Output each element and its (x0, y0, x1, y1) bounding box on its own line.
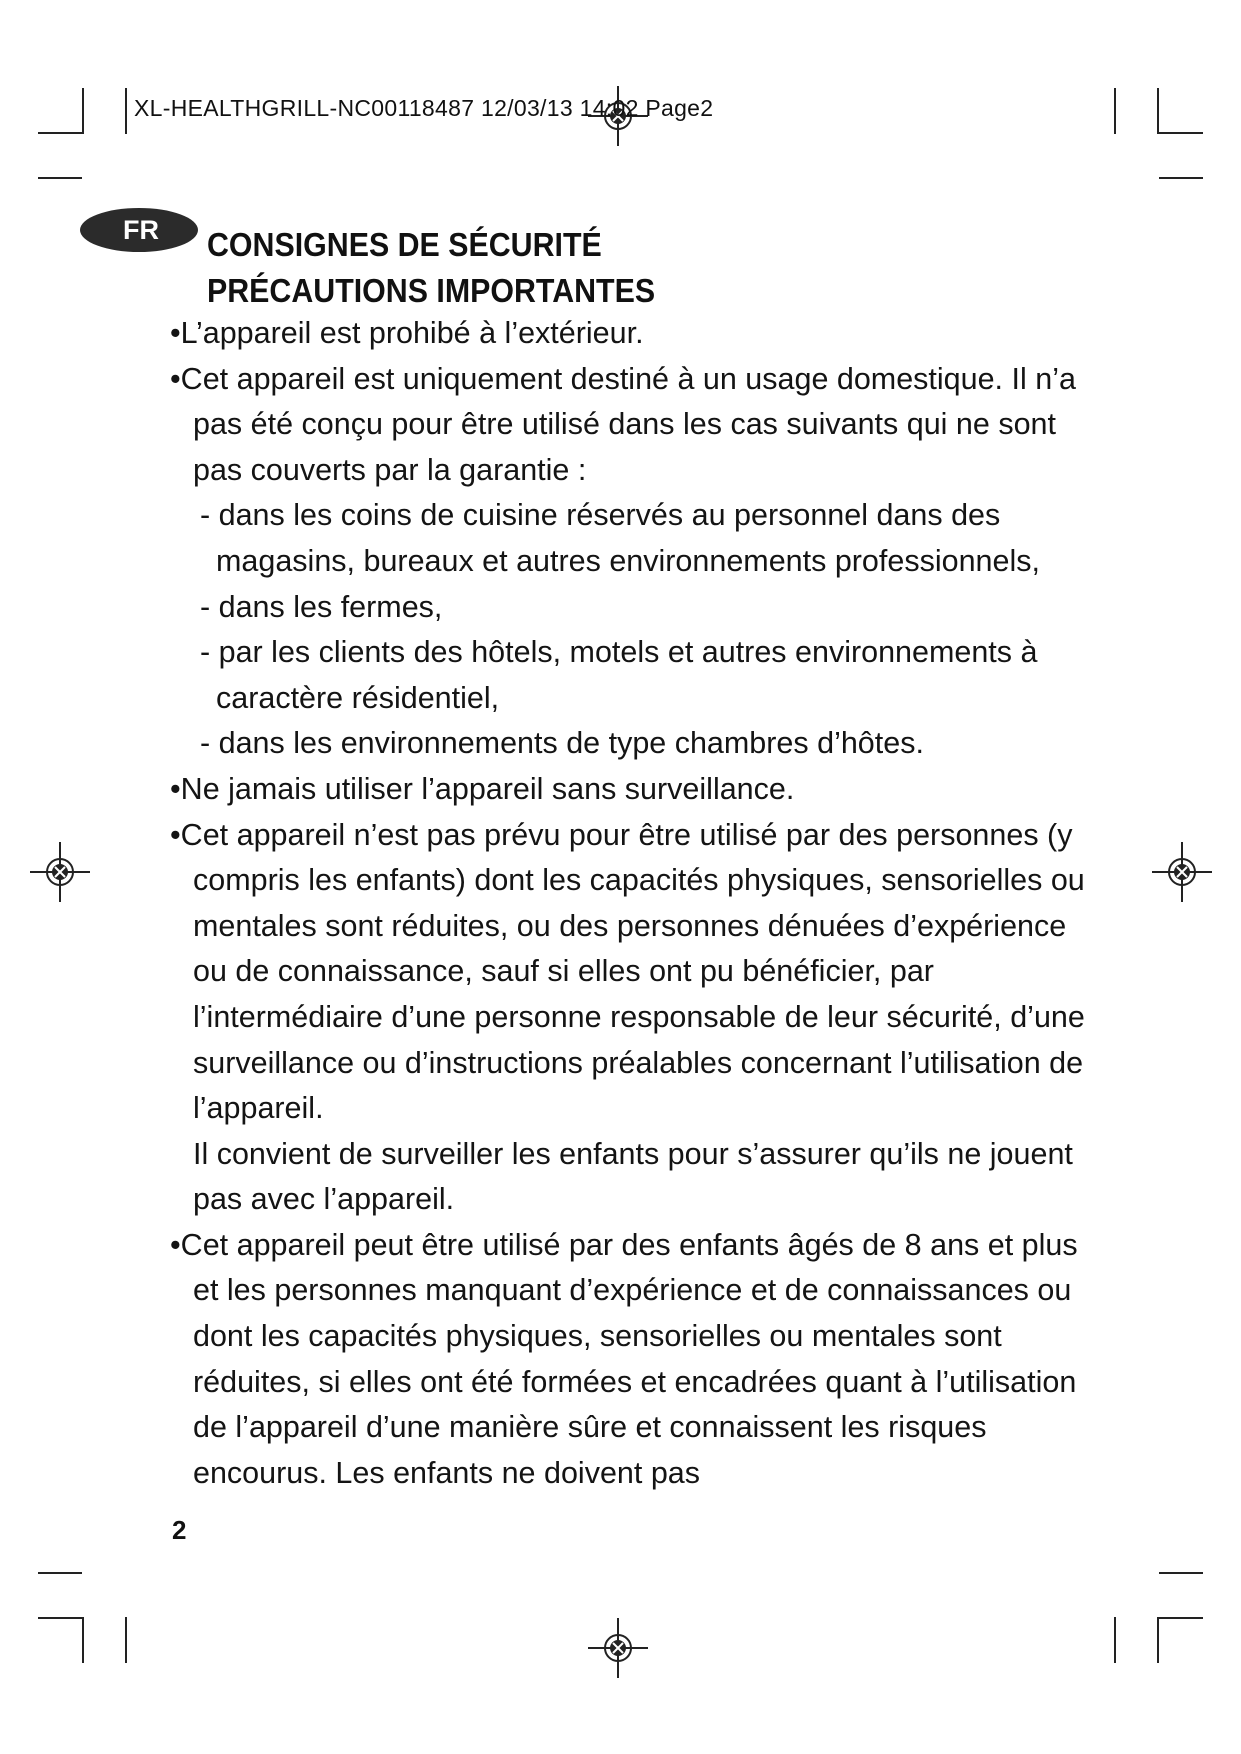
crop-mark (1159, 177, 1203, 179)
print-slug-line: XL-HEALTHGRILL-NC00118487 12/03/13 14:02 Page2 (134, 95, 714, 121)
crop-mark (38, 1617, 84, 1619)
registration-mark-icon (586, 1616, 650, 1680)
registration-mark-icon (28, 840, 92, 904)
crop-mark (1157, 88, 1159, 134)
page-title (207, 222, 655, 314)
page-number: 2 (172, 1515, 187, 1545)
crop-mark (1157, 1617, 1203, 1619)
crop-mark (38, 132, 84, 134)
crop-mark (82, 88, 84, 134)
crop-mark (38, 1572, 82, 1574)
bullet-item: •Cet appareil n’est pas prévu pour être utilisé par des personnes (y compris les enfants) dont les capacités physiques, sensorielles ou mentales sont réduites, ou des personnes dénuées d’expérience ou de connaissance, sauf si elles ont pu bénéficier, par l’intermédiaire d’une personne responsable de leur sécurité, d’une surveillance ou d’instructions préalables concernant l’utilisation de l’appareil. (170, 817, 1085, 1126)
crop-mark (125, 1617, 127, 1663)
bullet-item: •L’appareil est prohibé à l’extérieur. (170, 316, 644, 350)
bullet-item: •Cet appareil est uniquement destiné à un usage domestique. Il n’a pas été conçu pour être utilisé dans les cas suivants qui ne sont pas couverts par la garantie : (170, 361, 1076, 487)
bullet-item: •Cet appareil peut être utilisé par des enfants âgés de 8 ans et plus et les personnes manquant d’expérience et de connaissances ou dont les capacités physiques, sensorielles ou mentales sont réduites, si elles ont été formées et encadrées quant à l’utilisation de l’appareil d’une manière sûre et connaissent les risques encourus. Les enfants ne doivent pas (170, 1227, 1078, 1490)
crop-mark (82, 1617, 84, 1663)
crop-mark (1157, 132, 1203, 134)
crop-mark (1114, 88, 1116, 134)
crop-mark (1114, 1617, 1116, 1663)
safety-instructions (170, 311, 1100, 1496)
crop-mark (38, 177, 82, 179)
sub-item: - dans les environnements de type chambres d’hôtes. (200, 726, 924, 761)
paragraph: Il convient de surveiller les enfants pour s’assurer qu’ils ne jouent pas avec l’appareil. (193, 1136, 1073, 1217)
language-badge: FR (80, 208, 198, 252)
sub-item: - dans les fermes, (200, 589, 443, 624)
sub-item: - dans les coins de cuisine réservés au personnel dans des magasins, bureaux et autres environnements professionnels, (200, 498, 1040, 578)
crop-mark (1159, 1572, 1203, 1574)
registration-mark-icon (1150, 840, 1214, 904)
title-line-1: CONSIGNES DE SÉCURITÉ (207, 226, 602, 263)
crop-mark (1157, 1617, 1159, 1663)
crop-mark (125, 88, 127, 134)
title-line-2: PRÉCAUTIONS IMPORTANTES (207, 272, 656, 309)
bullet-item: •Ne jamais utiliser l’appareil sans surveillance. (170, 771, 795, 806)
sub-item: - par les clients des hôtels, motels et autres environnements à caractère résidentiel, (200, 635, 1038, 715)
